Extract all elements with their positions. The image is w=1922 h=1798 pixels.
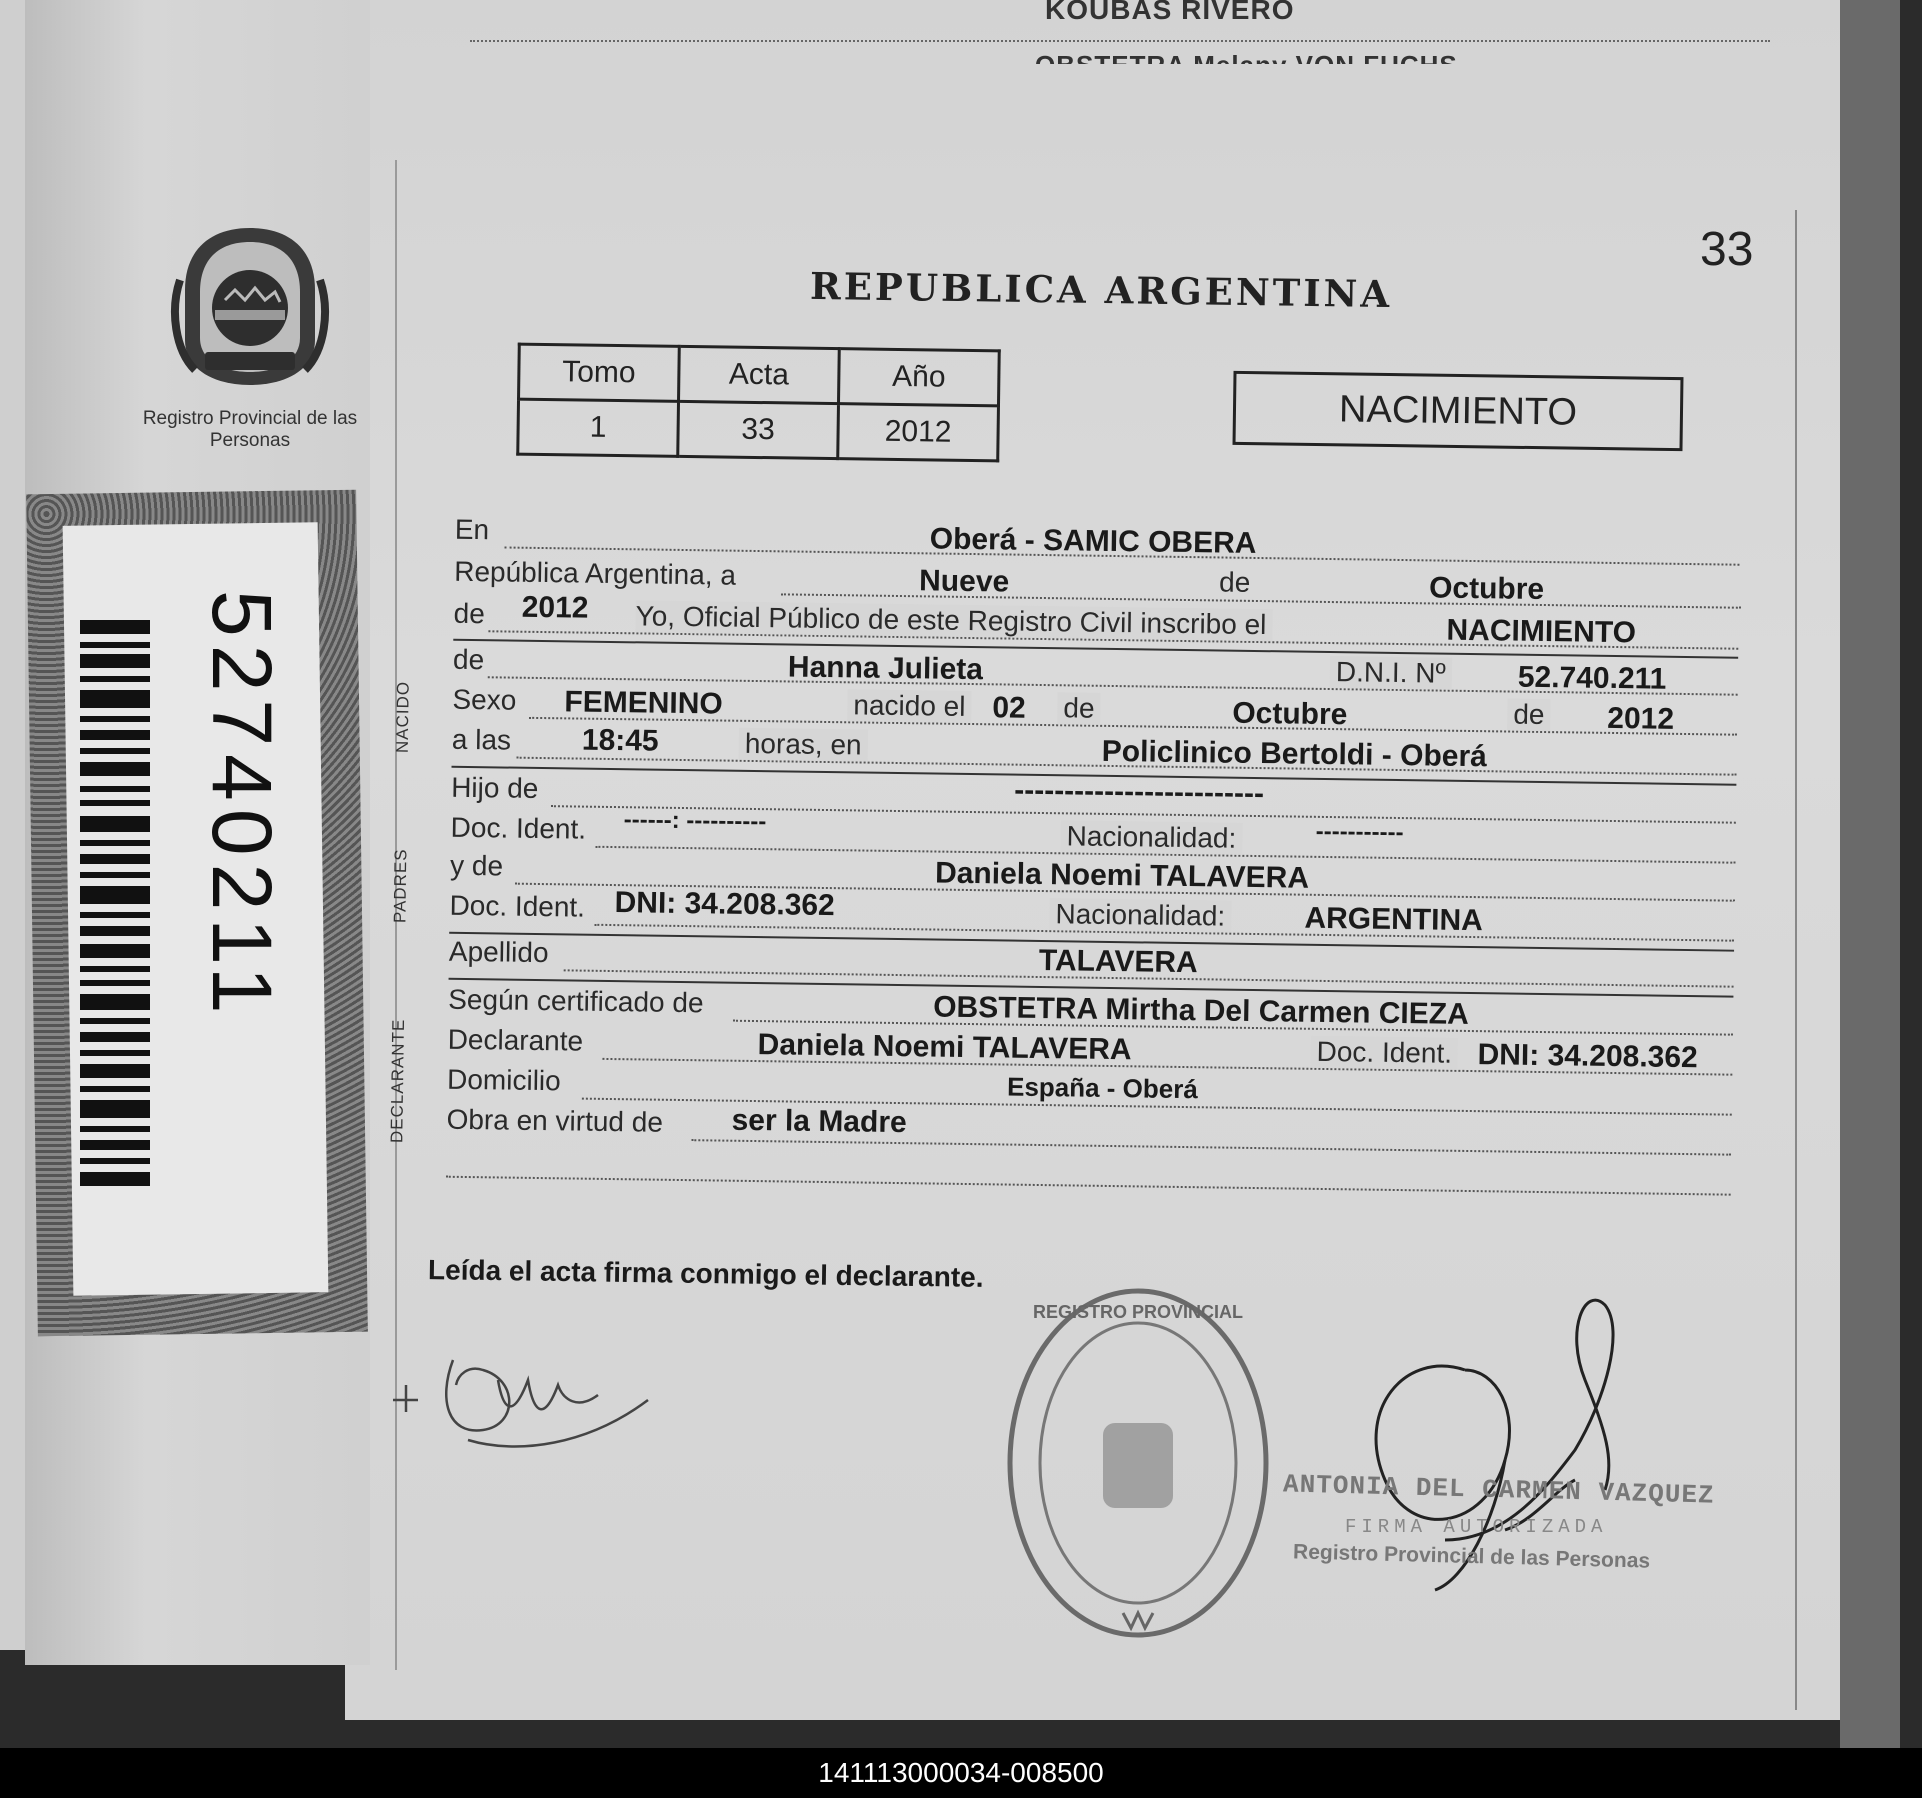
closing-statement: Leída el acta firma conmigo el declarante. [427, 1254, 984, 1293]
section-declarante: DECLARANTE [387, 1018, 408, 1144]
value-en-virtud: ser la Madre [731, 1103, 907, 1140]
official-stamp-icon [998, 1278, 1278, 1648]
value-mes-nacimiento: Octubre [1232, 696, 1348, 732]
barcode-icon [80, 620, 160, 1200]
value-declarante-doc: DNI: 34.208.362 [1477, 1038, 1698, 1075]
label-en: En [454, 513, 490, 546]
value-padre-doc: ------: ---------- [623, 806, 767, 836]
registry-table [516, 343, 1001, 463]
label-de-anio-nac: de [1507, 699, 1551, 732]
signatory-office: Registro Provincial de las Personas [1292, 1540, 1651, 1573]
value-lugar: Oberá - SAMIC OBERA [929, 522, 1257, 560]
value-dia-inscripcion: Nueve [918, 564, 1010, 599]
label-domicilio: Domicilio [446, 1063, 561, 1097]
value-sexo: FEMENINO [564, 685, 723, 721]
value-madre-nacionalidad: ARGENTINA [1304, 901, 1484, 938]
value-madre-doc: DNI: 34.208.362 [614, 886, 835, 923]
document-title: REPUBLICA ARGENTINA [809, 263, 1393, 317]
signatory-role: FIRMA AUTORIZADA [1345, 1516, 1608, 1538]
value-tipo: NACIMIENTO [1446, 613, 1637, 650]
value-certificado: OBSTETRA Mirtha Del Carmen CIEZA [932, 990, 1470, 1031]
label-republica: República Argentina, a [454, 555, 737, 591]
value-anio-nacimiento: 2012 [1607, 701, 1675, 736]
label-y-de: y de [449, 849, 504, 882]
value-padre: ------------------------- [1014, 773, 1265, 811]
value-nombre: Hanna Julieta [787, 650, 984, 687]
value-lugar-nacimiento: Policlinico Bertoldi - Oberá [1101, 734, 1488, 774]
label-de-anio: de [453, 597, 486, 630]
book-edge [1840, 0, 1900, 1750]
label-de: de [1218, 566, 1251, 598]
page-number: 33 [1700, 223, 1754, 276]
label-a-las: a las [451, 723, 512, 756]
header-tomo: Tomo [519, 344, 680, 401]
label-obra-virtud: Obra en virtud de [446, 1103, 664, 1138]
declarant-signature-icon [388, 1340, 658, 1460]
value-mes-inscripcion: Octubre [1428, 571, 1545, 606]
label-nacionalidad-madre: Nacionalidad: [1049, 898, 1231, 933]
section-padres: PADRES [390, 848, 411, 924]
label-yo-oficial: Yo, Oficial Público de este Registro Civil inscribo el [635, 600, 1272, 641]
header-anio: Año [838, 349, 999, 406]
value-madre: Daniela Noemi TALAVERA [934, 856, 1310, 895]
registry-label: Registro Provincial de las Personas [142, 408, 358, 451]
page-right-border [1795, 210, 1797, 1710]
value-tomo: 1 [518, 399, 679, 456]
act-type-box: NACIMIENTO [1233, 371, 1684, 451]
label-nacionalidad-padre: Nacionalidad: [1060, 820, 1242, 855]
misiones-seal-icon [170, 220, 330, 390]
label-horas-en: horas, en [739, 728, 868, 762]
previous-record-apellido: KOUBAS RIVERO [1045, 0, 1295, 25]
value-padre-nacionalidad: ----------- [1315, 817, 1404, 847]
value-hora: 18:45 [581, 723, 659, 758]
label-segun-certificado: Según certificado de [448, 983, 704, 1019]
value-domicilio: España - Oberá [1006, 1071, 1199, 1105]
value-acta: 33 [678, 401, 839, 458]
svg-text:REGISTRO PROVINCIAL: REGISTRO PROVINCIAL [1032, 1302, 1244, 1322]
signatory-name: ANTONIA DEL CARMEN VAZQUEZ [1282, 1469, 1715, 1511]
section-nacido: NACIDO [392, 680, 413, 754]
label-doc-padre: Doc. Ident. [450, 811, 587, 845]
value-anio: 2012 [838, 404, 999, 461]
barcode-number: 52740211 [195, 590, 289, 1022]
label-hijo-de: Hijo de [451, 771, 539, 804]
label-doc-madre: Doc. Ident. [449, 889, 586, 923]
value-apellido: TALAVERA [1038, 943, 1198, 980]
label-apellido: Apellido [448, 935, 549, 969]
label-sexo: Sexo [452, 683, 517, 716]
label-de-mes: de [1057, 692, 1101, 725]
previous-record-line [470, 40, 1770, 42]
label-de-nombre: de [452, 643, 485, 676]
value-dia-nacimiento: 02 [992, 691, 1026, 725]
header-acta: Acta [679, 346, 840, 403]
value-dni: 52.740.211 [1517, 660, 1667, 696]
label-nacido-el: nacido el [847, 689, 972, 723]
label-declarante: Declarante [447, 1023, 584, 1057]
value-anio-inscripcion: 2012 [521, 590, 589, 625]
label-doc-declarante: Doc. Ident. [1310, 1036, 1458, 1070]
footer-id: 141113000034-008500 [0, 1748, 1922, 1798]
value-declarante: Daniela Noemi TALAVERA [757, 1028, 1132, 1067]
label-dni: D.N.I. Nº [1330, 656, 1452, 690]
